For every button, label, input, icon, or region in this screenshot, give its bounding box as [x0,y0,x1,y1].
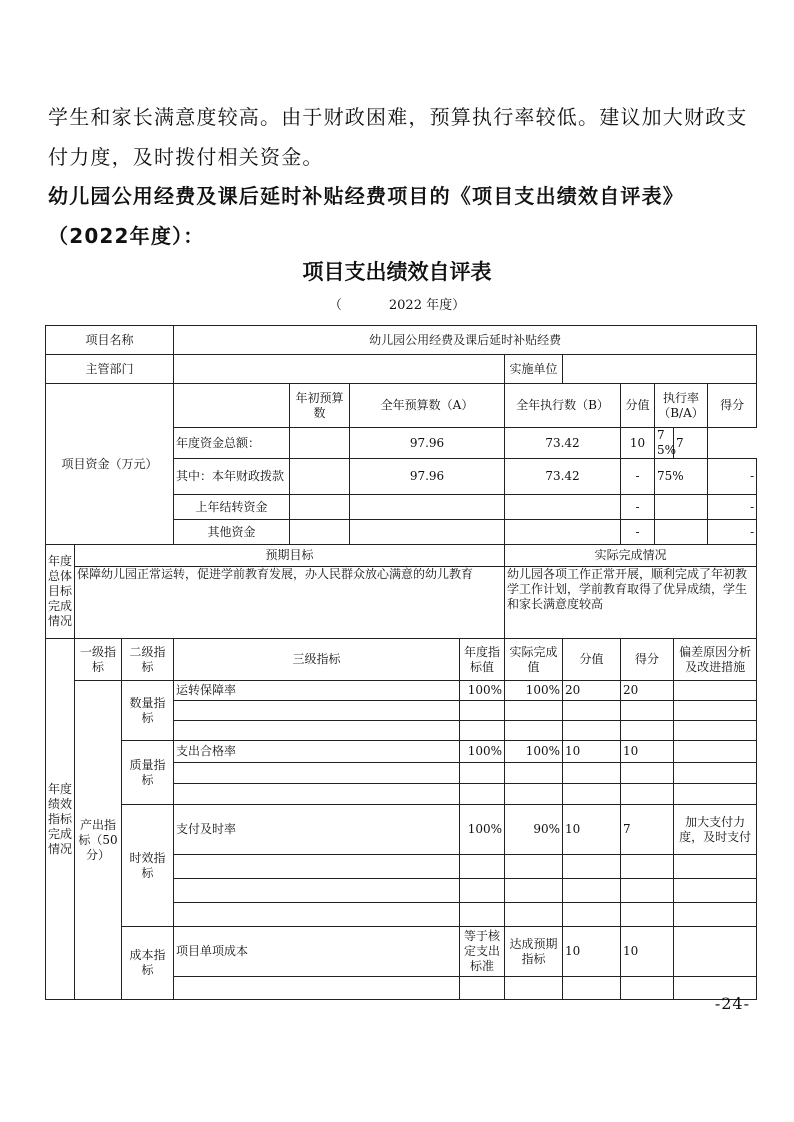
funds-row-value: - [621,495,655,520]
funds-row-full: 97.96 [350,459,505,495]
value-cell [563,855,621,879]
score-cell: 10 [621,927,674,977]
score-header: 得分 [708,384,757,428]
value-cell: 10 [563,927,621,977]
score-cell [621,879,674,903]
indicator-row [46,741,757,763]
target-cell [460,879,505,903]
score-header: 得分 [621,639,674,681]
actual-result-header: 实际完成情况 [505,545,757,567]
dept-value [174,355,505,384]
funds-row-name: 年度资金总额： [174,428,290,459]
value-cell [563,879,621,903]
value-header: 分值 [563,639,621,681]
actual-cell [505,721,563,741]
full-exec-header: 全年执行数（B） [505,384,621,428]
project-name-label: 项目名称 [46,326,174,355]
form-year [0,294,794,313]
analysis-cell [674,741,757,763]
target-header: 年度指标值 [460,639,505,681]
funds-row-exec [505,520,621,545]
project-name-value: 幼儿园公用经费及课后延时补贴经费 [174,326,757,355]
funds-row-score: 7 [674,428,708,459]
intro-paragraph: 学生和家长满意度较高。由于财政困难，预算执行率较低。建议加大财政支付力度，及时拨付相关资金。 [48,105,748,169]
score-cell [621,855,674,879]
funds-row-name: 上年结转资金 [174,495,290,520]
level1-cell [75,681,122,1000]
value-cell [563,903,621,927]
form-title: 项目支出绩效自评表 [302,260,492,284]
actual-cell: 100% [505,741,563,763]
goals-header-row [46,545,757,567]
expected-goal-header: 预期目标 [75,545,505,567]
level2-header: 二级指标 [122,639,174,681]
level1-name: 产出指标（50 分） [78,817,118,862]
score-cell [621,903,674,927]
level2-cell: 数量指标 [122,681,174,741]
level3-cell [174,977,460,1000]
score-cell: 10 [621,741,674,763]
actual-cell: 90% [505,805,563,855]
analysis-cell [674,784,757,805]
funds-row-init [290,520,350,545]
goals-content-row [46,567,757,639]
score-cell: 7 [621,805,674,855]
target-cell [460,855,505,879]
value-cell [563,721,621,741]
value-cell [563,763,621,784]
target-cell: 100% [460,805,505,855]
impl-unit-label: 实施单位 [505,355,563,384]
funds-row-rate [655,520,708,545]
funds-row-init [290,428,350,459]
value-cell: 20 [563,681,621,701]
funds-row-init [290,459,350,495]
level2-cell: 成本指标 [122,927,174,1000]
actual-cell [505,977,563,1000]
score-cell [621,701,674,721]
funds-row-value: 10 [621,428,655,459]
target-cell [460,701,505,721]
analysis-cell [674,903,757,927]
funds-row-exec: 73.42 [505,459,621,495]
funds-row-rate: 75% [655,459,708,495]
funds-row-init [290,495,350,520]
full-budget-header: 全年预算数（A） [350,384,505,428]
level3-cell: 项目单项成本 [174,927,460,977]
dept-row [46,355,757,384]
level3-cell: 运转保障率 [174,681,460,701]
project-name-row [46,326,757,355]
actual-header: 实际完成值 [505,639,563,681]
score-cell [621,721,674,741]
analysis-cell [674,763,757,784]
analysis-cell: 加大支付力度，及时支付 [674,805,757,855]
target-cell [460,721,505,741]
analysis-cell [674,721,757,741]
exec-rate-header: 执行率（B/A） [655,384,708,428]
year-open-paren: （ [328,298,342,313]
score-value-header: 分值 [621,384,655,428]
indicator-row [46,805,757,855]
level3-cell [174,721,460,741]
level3-cell: 支付及时率 [174,805,460,855]
target-cell: 等于核定支出标准 [460,927,505,977]
analysis-cell [674,927,757,977]
actual-cell [505,903,563,927]
funds-row-score: - [708,495,757,520]
performance-table [45,325,757,1000]
indicators-label: 年度绩效指标完成情况 [46,639,75,1000]
actual-cell: 100% [505,681,563,701]
indicator-row [46,681,757,701]
funds-row-name: 其他资金 [174,520,290,545]
level3-cell: 支出合格率 [174,741,460,763]
indicator-row [46,927,757,977]
target-cell [460,977,505,1000]
value-cell [563,977,621,1000]
target-cell: 100% [460,741,505,763]
level3-cell [174,903,460,927]
value-cell [563,784,621,805]
score-cell [621,763,674,784]
funds-name-header [174,384,290,428]
value-cell [563,701,621,721]
analysis-cell [674,701,757,721]
target-cell [460,903,505,927]
actual-cell [505,784,563,805]
actual-cell [505,763,563,784]
level3-cell [174,701,460,721]
actual-cell [505,879,563,903]
level1-header: 一级指标 [75,639,122,681]
level3-header: 三级指标 [174,639,460,681]
level3-cell [174,763,460,784]
analysis-header: 偏差原因分析及改进措施 [674,639,757,681]
analysis-cell [674,879,757,903]
funds-row-exec [505,495,621,520]
year-label: 2022 年度） [388,298,466,313]
analysis-cell [674,855,757,879]
level3-cell [174,879,460,903]
funds-row-rate [655,495,708,520]
level2-cell: 质量指标 [122,741,174,805]
funds-header-row [46,384,757,428]
target-cell [460,763,505,784]
funds-row-name: 其中：本年财政拨款 [174,459,290,495]
goals-label: 年度总体目标完成情况 [46,545,75,639]
funds-row-full [350,520,505,545]
funds-row-full [350,495,505,520]
funds-row-value: - [621,520,655,545]
level2-cell: 时效指标 [122,805,174,927]
indicators-header-row [46,639,757,681]
score-cell: 20 [621,681,674,701]
section-heading: 幼儿园公用经费及课后延时补贴经费项目的《项目支出绩效自评表》（2022年度）： [48,184,684,248]
target-cell: 100% [460,681,505,701]
funds-row-score: - [708,459,757,495]
actual-result: 幼儿园各项工作正常开展，顺利完成了年初教学工作计划，学前教育取得了优异成绩，学生和家长满意度较高 [505,567,757,639]
funds-label: 项目资金（万元） [46,384,174,545]
analysis-cell [674,681,757,701]
funds-row-exec: 73.42 [505,428,621,459]
funds-row-score: - [708,520,757,545]
impl-unit-value [563,355,757,384]
score-cell [621,784,674,805]
value-cell: 10 [563,805,621,855]
value-cell: 10 [563,741,621,763]
page-number: -24- [714,994,750,1013]
dept-label: 主管部门 [46,355,174,384]
funds-row-value: - [621,459,655,495]
funds-row-rate: 75% [655,428,674,459]
target-cell [460,784,505,805]
actual-cell: 达成预期指标 [505,927,563,977]
expected-goal: 保障幼儿园正常运转，促进学前教育发展，办人民群众放心满意的幼儿教育 [75,567,505,639]
init-budget-header: 年初预算数 [290,384,350,428]
score-cell [621,977,674,1000]
funds-row-full: 97.96 [350,428,505,459]
level3-cell [174,855,460,879]
actual-cell [505,701,563,721]
actual-cell [505,855,563,879]
level3-cell [174,784,460,805]
